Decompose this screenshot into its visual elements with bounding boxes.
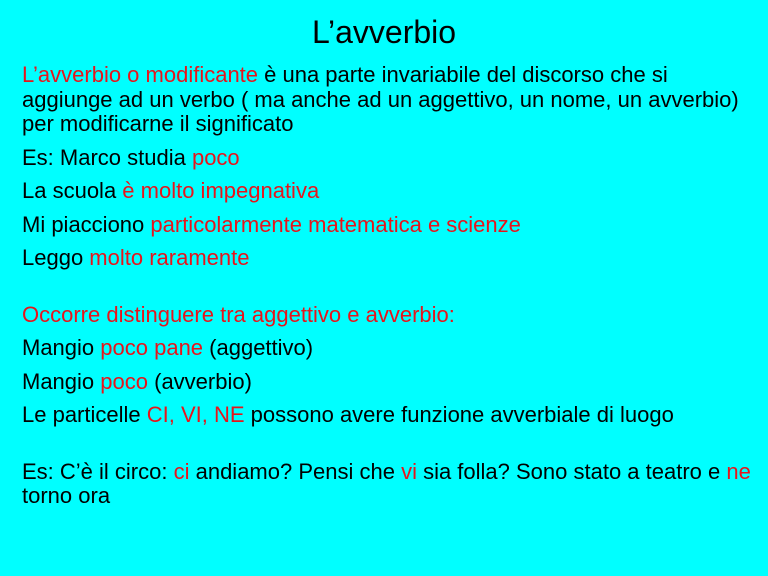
paragraph-example-3 <box>22 213 752 238</box>
paragraph-distinction <box>22 303 752 328</box>
highlighted-text: vi <box>401 458 417 484</box>
highlighted-text: particolarmente matematica e scienze <box>150 211 521 237</box>
highlighted-text: è molto impegnativa <box>122 178 320 203</box>
paragraph-example-adjective <box>22 336 752 361</box>
slide-body <box>22 63 752 518</box>
highlighted-text: molto raramente <box>89 245 250 270</box>
paragraph-spacer <box>22 280 752 303</box>
highlighted-text: ci <box>173 458 190 484</box>
body-text: Mangio <box>22 335 101 360</box>
paragraph-example-1 <box>22 146 752 171</box>
body-text: andiamo? Pensi che <box>189 458 402 484</box>
highlighted-text: poco <box>191 144 240 170</box>
body-text: Es: Marco studia <box>22 144 192 170</box>
paragraph-particles <box>22 403 752 428</box>
body-text: Le particelle <box>22 402 147 427</box>
body-text: torno ora <box>22 483 111 508</box>
paragraph-example-adverb <box>22 370 752 395</box>
paragraph-example-particles <box>22 460 752 509</box>
paragraph-definition <box>22 63 752 137</box>
highlighted-text: poco <box>100 368 148 394</box>
highlighted-text: Occorre distinguere tra aggettivo e avverbio: <box>22 301 455 327</box>
highlighted-text: L’avverbio o modificante <box>22 62 259 87</box>
body-text: Leggo <box>22 245 90 270</box>
body-text: Mangio <box>22 368 101 394</box>
highlighted-text: ne <box>726 458 751 484</box>
paragraph-example-4 <box>22 246 752 271</box>
body-text: sia folla? Sono stato a teatro e <box>416 458 727 484</box>
highlighted-text: poco pane <box>100 335 204 360</box>
body-text: La scuola <box>22 178 123 203</box>
paragraph-example-2 <box>22 179 752 204</box>
body-text: Es: C’è il circo: <box>22 458 174 484</box>
body-text: è una parte invariabile del discorso che si aggiunge ad un verbo ( ma anche ad un aggettivo, un nome, un avverbio) per modificarne il significato <box>22 62 739 136</box>
slide-title: L’avverbio <box>311 14 457 50</box>
body-text: Mi piacciono <box>22 211 151 237</box>
body-text: (aggettivo) <box>203 335 314 360</box>
highlighted-text: CI, VI, NE <box>146 402 245 427</box>
body-text: (avverbio) <box>148 368 252 394</box>
body-text: possono avere funzione avverbiale di luogo <box>244 402 674 427</box>
paragraph-spacer <box>22 437 752 460</box>
